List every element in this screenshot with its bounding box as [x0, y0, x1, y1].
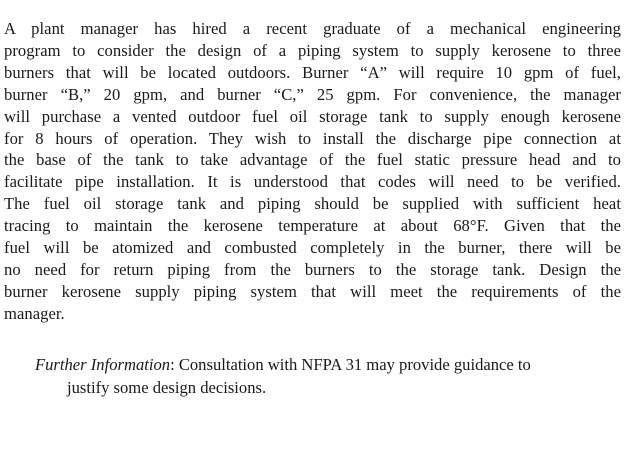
further-information-continuation: justify some design decisions. — [67, 378, 267, 397]
problem-statement — [4, 18, 621, 325]
paragraph-line: the base of the tank to take advantage of the fuel static pressure head and to — [4, 150, 621, 170]
paragraph-line: facilitate pipe installation. It is understood that codes will need to be verified. — [4, 172, 621, 192]
further-information — [35, 353, 620, 399]
paragraph-line: will purchase a vented outdoor fuel oil storage tank to supply enough kerosene — [4, 106, 621, 126]
paragraph-line: The fuel oil storage tank and piping should be supplied with sufficient heat — [4, 194, 621, 214]
paragraph-line: tracing to maintain the kerosene temperature at about 68°F. Given that the — [4, 216, 621, 236]
paragraph-line: burner kerosene supply piping system that will meet the requirements of the — [4, 281, 621, 301]
paragraph-line: manager. — [4, 303, 65, 323]
paragraph-line: burners that will be located outdoors. Burner “A” will require 10 gpm of fuel, — [4, 62, 621, 82]
paragraph-line: no need for return piping from the burners to the storage tank. Design the — [4, 259, 621, 279]
paragraph-line: for 8 hours of operation. They wish to install the discharge pipe connection at — [4, 128, 621, 148]
further-information-label: Further Information — [35, 355, 171, 374]
paragraph-line: fuel will be atomized and combusted completely in the burner, there will be — [4, 238, 621, 258]
problem-paragraph — [4, 18, 621, 325]
further-information-text: : Consultation with NFPA 31 may provide guidance to — [170, 355, 531, 374]
paragraph-line: program to consider the design of a piping system to supply kerosene to three — [4, 40, 621, 60]
paragraph-line: A plant manager has hired a recent graduate of a mechanical engineering — [4, 19, 621, 38]
paragraph-line: burner “B,” 20 gpm, and burner “C,” 25 gpm. For convenience, the manager — [4, 84, 621, 104]
further-information-line — [35, 355, 531, 374]
